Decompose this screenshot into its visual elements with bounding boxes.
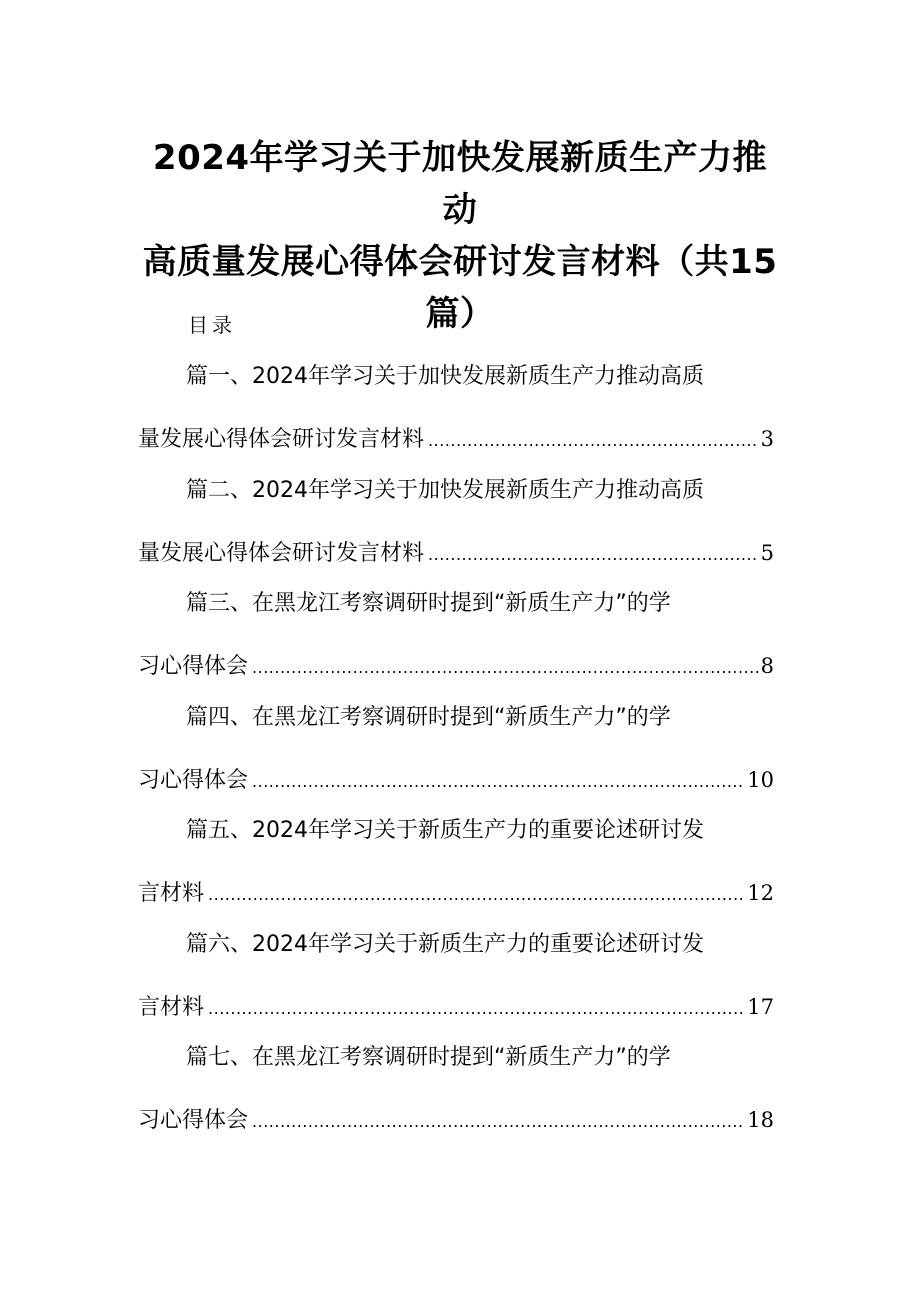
- toc-entry[interactable]: [138, 360, 774, 474]
- toc-entry[interactable]: [138, 928, 774, 1042]
- toc-entry[interactable]: [138, 814, 774, 928]
- toc-entry-title-cont: 习心得体会: [138, 654, 249, 679]
- toc-page-number: 18: [747, 1108, 774, 1132]
- toc-page-number: 3: [760, 427, 774, 451]
- toc-page-number: 17: [747, 994, 774, 1019]
- dot-leader: [252, 651, 759, 685]
- toc-entry-title: 篇一、2024年学习关于加快发展新质生产力推动高质: [186, 364, 704, 389]
- toc-entry-continuation: [138, 1103, 774, 1139]
- dot-leader: [208, 992, 745, 1026]
- toc-heading: 目录: [188, 313, 236, 337]
- toc-page-number: 5: [760, 540, 774, 565]
- dot-leader: [428, 538, 759, 572]
- toc-entry[interactable]: [138, 1041, 774, 1155]
- toc-entry-title: 篇四、在黑龙江考察调研时提到“新质生产力”的学: [186, 704, 671, 730]
- title-line: 2024年学习关于加快发展新质生产力推动: [152, 138, 768, 230]
- toc-entry-title: 篇二、2024年学习关于加快发展新质生产力推动高质: [186, 477, 704, 503]
- document-title: [140, 132, 780, 340]
- toc-entry-title-cont: 习心得体会: [138, 1108, 249, 1133]
- toc-entry-continuation: [138, 990, 774, 1026]
- toc-entry-title: 篇六、2024年学习关于新质生产力的重要论述研讨发: [186, 931, 704, 957]
- toc-entry-title: 篇三、在黑龙江考察调研时提到“新质生产力”的学: [186, 591, 671, 616]
- title-line: 高质量发展心得体会研讨发言材料（共15: [142, 242, 778, 282]
- toc-entry-continuation: [138, 422, 774, 458]
- toc-entry-title: 篇七、在黑龙江考察调研时提到“新质生产力”的学: [186, 1045, 671, 1070]
- toc-entry-title-cont: 习心得体会: [138, 767, 249, 793]
- dot-leader: [252, 1105, 745, 1139]
- toc-entry[interactable]: [138, 701, 774, 815]
- toc-entry-title-cont: 言材料: [138, 881, 205, 906]
- dot-leader: [208, 878, 745, 912]
- toc-entry-continuation: [138, 876, 774, 912]
- toc-entry-continuation: [138, 649, 774, 685]
- toc-entry[interactable]: [138, 587, 774, 701]
- dot-leader: [252, 765, 745, 799]
- toc-entry-continuation: [138, 536, 774, 572]
- dot-leader: [428, 424, 759, 458]
- toc-entry-continuation: [138, 763, 774, 799]
- toc-entry-title-cont: 量发展心得体会研讨发言材料: [138, 540, 425, 566]
- toc-page-number: 10: [747, 767, 774, 792]
- title-line: 篇）: [425, 294, 495, 334]
- table-of-contents: [138, 360, 774, 1155]
- toc-entry-title-cont: 量发展心得体会研讨发言材料: [138, 427, 425, 452]
- toc-entry[interactable]: [138, 474, 774, 588]
- toc-entry-title: 篇五、2024年学习关于新质生产力的重要论述研讨发: [186, 818, 704, 843]
- toc-entry-title-cont: 言材料: [138, 994, 205, 1020]
- toc-page-number: 12: [747, 881, 774, 905]
- toc-page-number: 8: [760, 654, 774, 678]
